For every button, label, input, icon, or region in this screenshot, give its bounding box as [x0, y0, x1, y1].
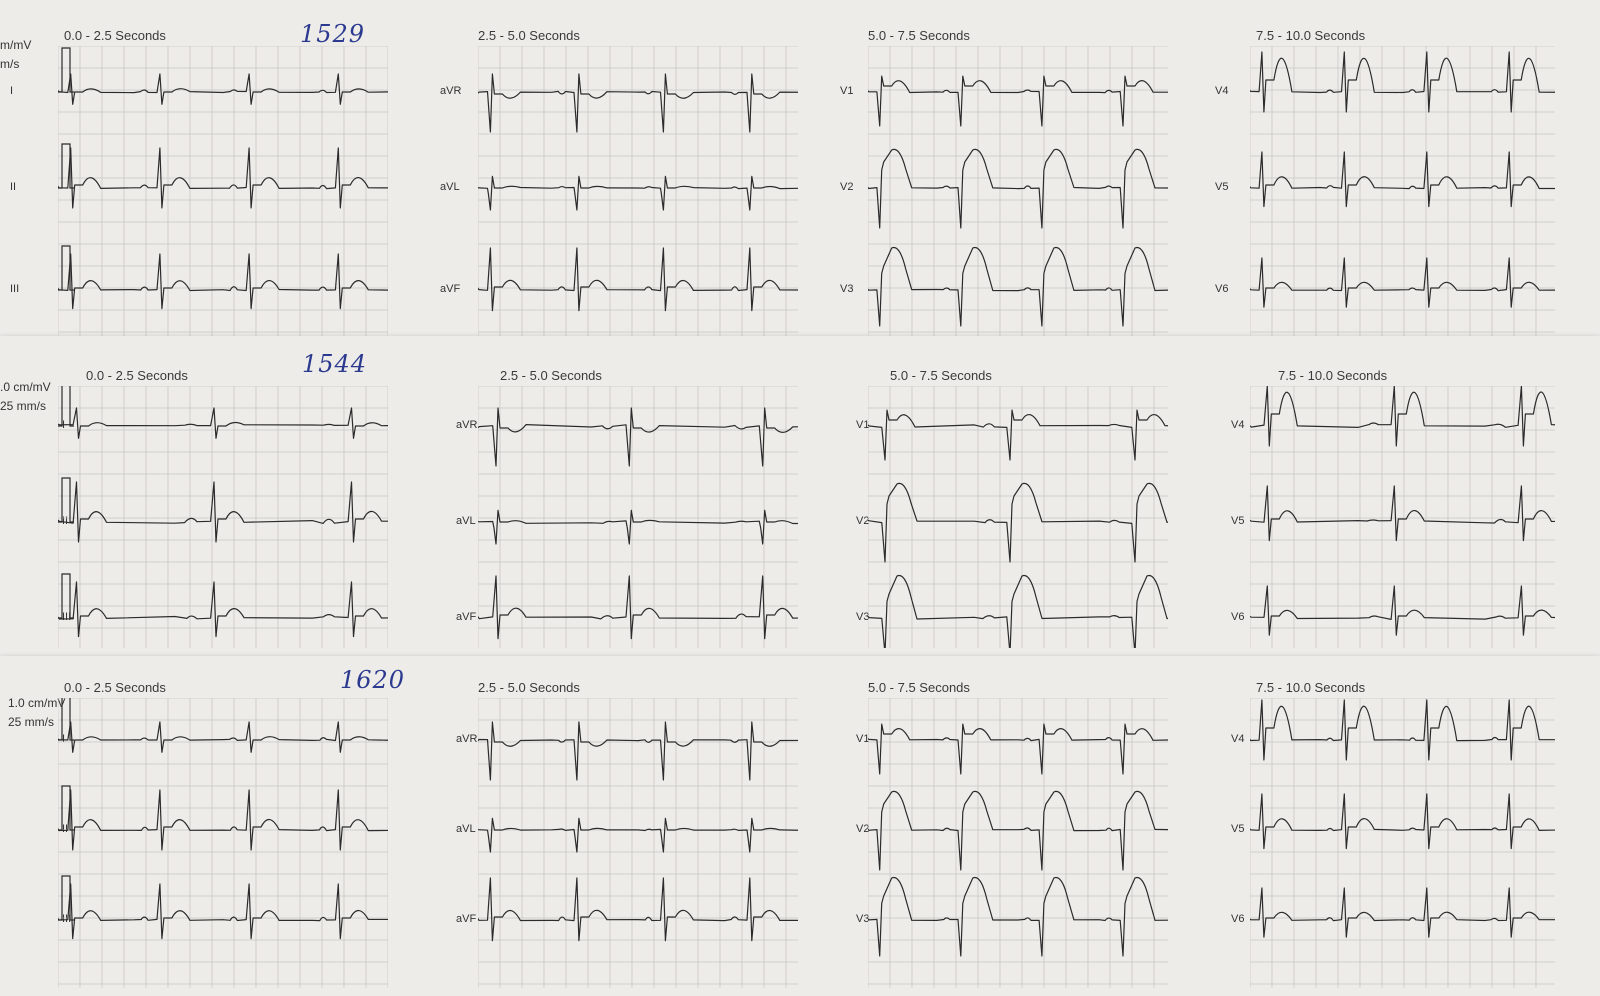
lead-label: aVL — [440, 181, 460, 193]
ecg-panel-svg — [58, 386, 388, 648]
handwritten-time: 1620 — [340, 666, 406, 694]
ecg-trace-avf — [478, 878, 798, 941]
column-title: 2.5 - 5.0 Seconds — [478, 28, 580, 43]
lead-label: III — [62, 913, 72, 925]
calibration-pulse — [58, 386, 74, 426]
lead-label: I — [10, 85, 14, 97]
calibration-line: 1.0 cm/mV — [8, 696, 66, 710]
ecg-panel — [478, 698, 798, 988]
lead-label: aVL — [456, 515, 476, 527]
column-title: 0.0 - 2.5 Seconds — [64, 28, 166, 43]
calibration-line: m/s — [0, 57, 20, 71]
ecg-trace-i — [58, 74, 388, 104]
calibration-label — [0, 36, 31, 74]
ecg-trace-iii — [58, 582, 388, 637]
ecg-panel-svg — [1250, 698, 1555, 988]
ecg-trace-v1 — [868, 724, 1168, 774]
column-title: 7.5 - 10.0 Seconds — [1278, 368, 1388, 383]
calibration-line: 25 mm/s — [8, 715, 55, 729]
ecg-trace-v4 — [1250, 386, 1555, 446]
lead-label: aVF — [456, 913, 477, 925]
ecg-trace-avr — [478, 722, 798, 780]
ecg-panel — [58, 698, 388, 988]
lead-label: V3 — [840, 283, 854, 295]
ecg-panel-svg — [58, 46, 388, 337]
column-title: 5.0 - 7.5 Seconds — [890, 368, 992, 383]
ecg-trace-v2 — [868, 791, 1168, 870]
lead-label: V4 — [1231, 419, 1245, 431]
ecg-strip-3 — [0, 656, 1600, 996]
lead-label: V5 — [1231, 515, 1245, 527]
column-title: 0.0 - 2.5 Seconds — [64, 680, 166, 695]
ecg-trace-ii — [58, 482, 388, 542]
calibration-pulse — [58, 478, 74, 522]
calibration-line: 25 mm/s — [0, 399, 47, 413]
ecg-trace-avf — [478, 248, 798, 311]
ecg-trace-iii — [58, 254, 388, 309]
calibration-line: .0 cm/mV — [0, 380, 51, 394]
lead-label: V3 — [856, 611, 870, 623]
ecg-trace-avr — [478, 74, 798, 132]
ecg-trace-avl — [478, 510, 798, 544]
ecg-panel-svg — [58, 698, 388, 988]
lead-label: V5 — [1231, 823, 1245, 835]
calibration-line: m/mV — [0, 38, 32, 52]
handwritten-time: 1544 — [302, 350, 368, 378]
grid — [868, 386, 1168, 648]
lead-label: II — [10, 181, 17, 193]
ecg-panel-svg — [478, 698, 798, 988]
lead-label: III — [10, 283, 20, 295]
grid — [1250, 386, 1555, 648]
ecg-trace-ii — [58, 790, 388, 850]
lead-label: aVR — [440, 85, 462, 97]
lead-label: V2 — [840, 181, 854, 193]
ecg-trace-avf — [478, 576, 798, 639]
ecg-panel — [868, 386, 1168, 648]
ecg-trace-avl — [478, 176, 798, 210]
lead-label: aVR — [456, 419, 478, 431]
lead-label: V6 — [1231, 611, 1245, 623]
ecg-panel — [478, 46, 798, 337]
grid — [1250, 46, 1555, 337]
lead-label: V1 — [856, 419, 870, 431]
column-title: 2.5 - 5.0 Seconds — [478, 680, 580, 695]
lead-label: V1 — [856, 733, 870, 745]
ecg-panel — [868, 698, 1168, 988]
lead-label: aVL — [456, 823, 476, 835]
column-title: 5.0 - 7.5 Seconds — [868, 680, 970, 695]
ecg-trace-v5 — [1250, 486, 1555, 541]
ecg-panel — [478, 386, 798, 648]
lead-label: I — [62, 733, 66, 745]
ecg-trace-avr — [478, 408, 798, 466]
grid — [58, 698, 388, 988]
grid — [868, 46, 1168, 337]
grid — [1250, 698, 1555, 988]
lead-label: aVR — [456, 733, 478, 745]
ecg-panel — [1250, 46, 1555, 337]
ecg-trace-v3 — [868, 575, 1168, 648]
column-title: 5.0 - 7.5 Seconds — [868, 28, 970, 43]
lead-label: II — [62, 515, 69, 527]
ecg-trace-v4 — [1250, 700, 1555, 760]
ecg-strip-2 — [0, 336, 1600, 656]
lead-label: V4 — [1231, 733, 1245, 745]
lead-label: V4 — [1215, 85, 1229, 97]
ecg-trace-v3 — [868, 247, 1168, 326]
ecg-panel-svg — [478, 386, 798, 648]
lead-label: I — [62, 419, 66, 431]
ecg-trace-v2 — [868, 149, 1168, 228]
lead-label: V2 — [856, 823, 870, 835]
ecg-panel — [58, 386, 388, 648]
ecg-panel-svg — [478, 46, 798, 337]
ecg-trace-v1 — [868, 410, 1168, 460]
ecg-panel-svg — [1250, 46, 1555, 337]
ecg-trace-v2 — [868, 483, 1168, 562]
ecg-trace-i — [58, 408, 388, 438]
ecg-trace-v6 — [1250, 258, 1555, 307]
lead-label: V1 — [840, 85, 854, 97]
column-title: 7.5 - 10.0 Seconds — [1256, 28, 1366, 43]
lead-label: V6 — [1215, 283, 1229, 295]
ecg-panel-svg — [1250, 386, 1555, 648]
ecg-trace-v3 — [868, 877, 1168, 956]
ecg-trace-v5 — [1250, 794, 1555, 849]
calibration-pulse — [58, 574, 74, 618]
lead-label: V5 — [1215, 181, 1229, 193]
ecg-trace-iii — [58, 884, 388, 939]
ecg-trace-v4 — [1250, 52, 1555, 112]
grid — [58, 46, 388, 337]
ecg-trace-avl — [478, 818, 798, 852]
column-title: 2.5 - 5.0 Seconds — [500, 368, 602, 383]
lead-label: V6 — [1231, 913, 1245, 925]
ecg-panel — [1250, 698, 1555, 988]
lead-label: III — [62, 611, 72, 623]
lead-label: aVF — [440, 283, 461, 295]
handwritten-time: 1529 — [300, 20, 366, 48]
grid — [478, 46, 798, 337]
lead-label: V2 — [856, 515, 870, 527]
ecg-panel-svg — [868, 46, 1168, 337]
column-title: 7.5 - 10.0 Seconds — [1256, 680, 1366, 695]
ecg-panel-svg — [868, 386, 1168, 648]
ecg-trace-v5 — [1250, 152, 1555, 207]
ecg-trace-v1 — [868, 76, 1168, 126]
lead-label: V3 — [856, 913, 870, 925]
column-title: 0.0 - 2.5 Seconds — [86, 368, 188, 383]
ecg-trace-v6 — [1250, 888, 1555, 937]
lead-label: II — [62, 823, 69, 835]
ecg-trace-i — [58, 722, 388, 752]
ecg-panel — [868, 46, 1168, 337]
ecg-panel-svg — [868, 698, 1168, 988]
lead-label: aVF — [456, 611, 477, 623]
calibration-label — [0, 378, 51, 416]
ecg-panel — [58, 46, 388, 337]
ecg-panel — [1250, 386, 1555, 648]
calibration-label — [8, 694, 65, 732]
ecg-strip-1 — [0, 0, 1600, 345]
